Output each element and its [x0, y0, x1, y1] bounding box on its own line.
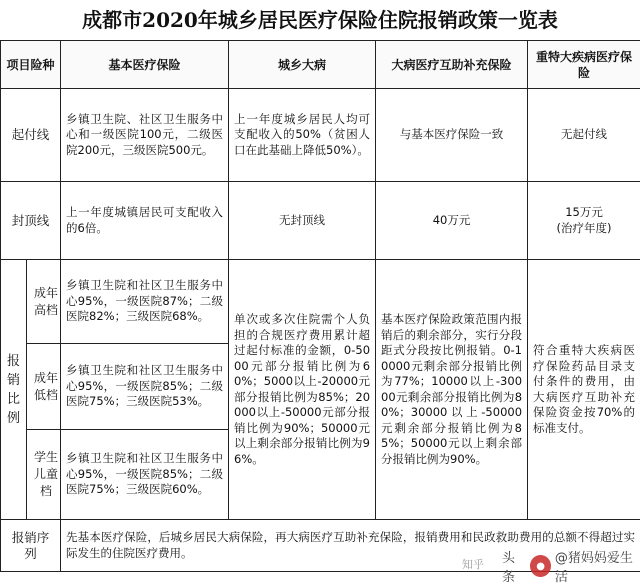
- table-header-row: [1, 41, 640, 89]
- watermark-source: 头条: [502, 551, 516, 585]
- deductible-basic: 乡镇卫生院、社区卫生服务中心和一级医院100元，二级医院200元，三级医院500元。: [61, 89, 229, 182]
- page-title: 成都市2020年城乡居民医疗保险住院报销政策一览表: [82, 8, 558, 32]
- deductible-label: 起付线: [1, 89, 61, 182]
- zhihu-watermark: 知乎: [462, 558, 484, 571]
- header-major-illness: 城乡大病: [229, 41, 376, 89]
- ratio-student-label-text: 学生儿童档: [33, 450, 58, 498]
- ratio-adult-low-label-text: 成年低档: [33, 370, 58, 402]
- deductible-mutual: 与基本医疗保险一致: [376, 89, 528, 182]
- ratio-label: [1, 260, 27, 520]
- cap-basic: 上一年度城镇居民可支配收入的6倍。: [61, 182, 229, 260]
- ratio-major: 单次或多次住院需个人负担的合规医疗费用累计超过起付标准的金额，0-5000元部分报销比例为60%；5000以上-20000元部分报销比例为85%；20000以上-50000元部分报销比例为90%；50000元以上剩余部分报销比例为96%。: [229, 260, 376, 520]
- ratio-label-text: 报销比例: [6, 353, 20, 426]
- header-basic-insurance: 基本医疗保险: [61, 41, 229, 89]
- cap-row: [1, 182, 640, 260]
- ratio-adult-high-basic: 乡镇卫生院和社区卫生服务中心95%，一级医院87%；二级医院82%；三级医院68%。: [61, 260, 229, 344]
- sequence-text: 先基本医疗保险，后城乡居民大病保险，再大病医疗互助补充保险，报销费用和民政救助费用的总额不得超过实际发生的住院医疗费用。: [61, 520, 640, 572]
- deductible-major: 上一年度城乡居民人均可支配收入的50%（贫困人口在此基础上降低50%）。: [229, 89, 376, 182]
- ratio-adult-low-basic: 乡镇卫生院和社区卫生服务中心95%，一级医院85%；二级医院75%；三级医院53%。: [61, 344, 229, 430]
- sequence-row: [1, 520, 640, 572]
- avatar-icon: ●: [530, 555, 551, 577]
- policy-table: [0, 40, 640, 572]
- ratio-adult-high-row: [1, 260, 640, 344]
- cap-mutual: 40万元: [376, 182, 528, 260]
- deductible-critical: 无起付线: [528, 89, 640, 182]
- sequence-label: 报销序列: [1, 520, 61, 572]
- ratio-mutual: 基本医疗保险政策范围内报销后的剩余部分，实行分段距式分段按比例报销。0-10000元剩余部分报销比例为77%；10000以上-30000元剩余部分报销比例为80%；30000以上-50000元剩余部分报销比例为85%；50000元以上剩余部分报销比例为90%。: [376, 260, 528, 520]
- deductible-row: [1, 89, 640, 182]
- ratio-adult-low-label: [27, 344, 61, 430]
- ratio-adult-high-label-text: 成年高档: [33, 285, 58, 317]
- header-item: 项目险种: [1, 41, 61, 89]
- ratio-critical: 符合重特大疾病医疗保险药品目录支付条件的费用，由大病医疗互助补充保险资金按70%的标准支付。: [528, 260, 640, 520]
- cap-critical-note: (治疗年度): [556, 220, 612, 235]
- cap-label: 封顶线: [1, 182, 61, 260]
- header-mutual-aid: 大病医疗互助补充保险: [376, 41, 528, 89]
- header-critical-illness: 重特大疾病医疗保险: [528, 41, 640, 89]
- cap-major: 无封顶线: [229, 182, 376, 260]
- watermark-author: @猪妈妈爱生活: [554, 551, 633, 585]
- cap-critical: [528, 182, 640, 260]
- cap-critical-value: 15万元: [565, 205, 603, 219]
- ratio-student-label: [27, 430, 61, 520]
- ratio-student-basic: 乡镇卫生院和社区卫生服务中心95%，一级医院85%；二级医院75%；三级医院60%。: [61, 430, 229, 520]
- ratio-adult-high-label: [27, 260, 61, 344]
